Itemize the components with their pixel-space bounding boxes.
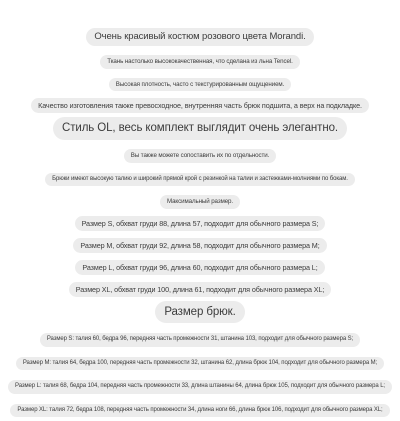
jacket-size-m-line: Размер M, обхват груди 92, длина 58, подходит для обычного размера M; [73, 238, 326, 253]
fabric-line: Ткань настолько высококачественная, что сделана из льна Tencel. [100, 55, 299, 69]
jacket-size-s-line: Размер S, обхват груди 88, длина 57, подходит для обычного размера S; [75, 216, 326, 231]
jacket-size-xl-line: Размер XL, обхват груди 100, длина 61, подходит для обычного размера XL; [69, 282, 332, 297]
trousers-size-xl-line: Размер XL: талия 72, бедра 108, передняя часть промежности 34, длина ноги 66, длина брюк 106, подходит для обычного размера XL; [10, 404, 389, 418]
intro-line: Очень красивый костюм розового цвета Morandi. [86, 28, 313, 46]
product-description [0, 26, 400, 421]
max-size-line: Максимальный размер. [160, 195, 240, 209]
quality-line: Качество изготовления также превосходное, внутренняя часть брюк подшита, а верх на подкладке. [31, 98, 369, 113]
matching-line: Вы также можете сопоставить их по отдельности. [124, 149, 276, 163]
density-line: Высокая плотность, часто с текстурированным ощущением. [109, 78, 291, 92]
trousers-size-heading: Размер брюк. [155, 301, 244, 323]
trousers-size-s-line: Размер S: талия 60, бедра 96, передняя часть промежности 31, штанина 103, подходит для обычного размера S; [40, 333, 360, 347]
trousers-size-l-line: Размер L: талия 68, бедра 104, передняя часть промежности 33, длина штанины 64, длина брюк 105, подходит для обычного размера L; [8, 380, 392, 394]
jacket-size-l-line: Размер L, обхват груди 96, длина 60, подходит для обычного размера L; [75, 260, 324, 275]
trousers-size-m-line: Размер M: талия 64, бедра 100, передняя часть промежности 32, штанина 62, длина брюк 104, подходит для обычного размера M; [16, 357, 384, 371]
trousers-cut-line: Брюки имеют высокую талию и широкий прямой крой с резинкой на талии и застежками-молниями по бокам. [45, 173, 355, 187]
style-line: Стиль OL, весь комплект выглядит очень элегантно. [53, 117, 347, 139]
